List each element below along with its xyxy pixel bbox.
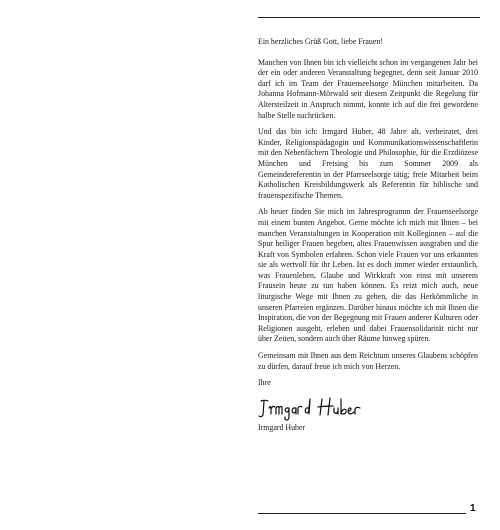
page-number: 1 (470, 503, 476, 514)
letter-column (258, 37, 478, 439)
top-rule (258, 17, 480, 18)
handwritten-signature (258, 395, 368, 421)
bottom-rule (258, 513, 466, 514)
letter-closing: Ihre (258, 378, 271, 388)
letter-greeting: Ein herzliches Grüß Gott, liebe Frauen! (258, 37, 383, 46)
paragraph-program: Ab heuer finden Sie mich im Jahresprogramm der Frauenseelsorge mit einem bunten Angebot. Gerne möchte ich mich mit Ihnen – bei manchen Veranstaltungen in Kooperation mit Kolleginnen – auf die Spur heiliger Frauen begeben, altes Frauenwissen ausgraben und die Kraft von Symbolen erfahren. Schon viele Frauen vor uns erkannten sie als wertvoll für ihr Leben. Ist es doch immer wieder erstaunlich, was Frauenleben, Glaube und Wirkkraft von einst mit unserem Frausein heute zu tun haben können. Es reizt mich auch, neue liturgische Wege mit Ihnen zu gehen, die das Herkömmliche in unseren Pfarreien ergänzen. Darüber hinaus möchte ich mit Ihnen die Inspiration, die von der Begegnung mit Frauen anderer Kulturen oder Religionen ausgeht, erleben und dabei Frauensolidarität nicht nur über Zeiten, sondern auch über Räume hinweg spüren. (258, 207, 478, 344)
letter-signatory-name: Irmgard Huber (258, 422, 306, 432)
paragraph-introduction: Manchen von Ihnen bin ich vielleicht schon im vergangenen Jahr bei der ein oder anderen Veranstaltung begegnet, denn seit Januar 2010 darf ich im Team der Frauenseelsorge München mitarbeiten. Da Johanna Hofmann-Mörwald seit diesem Zeitpunkt die Regelung für Altersteilzeit in Anspruch nimmt, konnte ich auf die frei gewordene halbe Stelle nachrücken. (258, 57, 478, 120)
paragraph-about-me: Und das bin ich: Irmgard Huber, 48 Jahre alt, verheiratet, drei Kinder, Religionspädagogin und Kommunikationswissenschaftlerin mit den Nebenfächern Theologie und Philosophie, für die Erzdiözese München und Freising bis zum Sommer 2009 als Gemeindereferentin in der Pfarrseelsorge tätig; freie Mitarbeit beim Katholischen Kreisbildungswerk als Referentin für biblische und frauenspezifische Themen. (258, 127, 478, 200)
paragraph-closing-wish: Gemeinsam mit Ihnen aus dem Reichtum unseres Glaubens schöpfen zu dürfen, darauf freue ich mich von Herzen. (258, 351, 478, 371)
